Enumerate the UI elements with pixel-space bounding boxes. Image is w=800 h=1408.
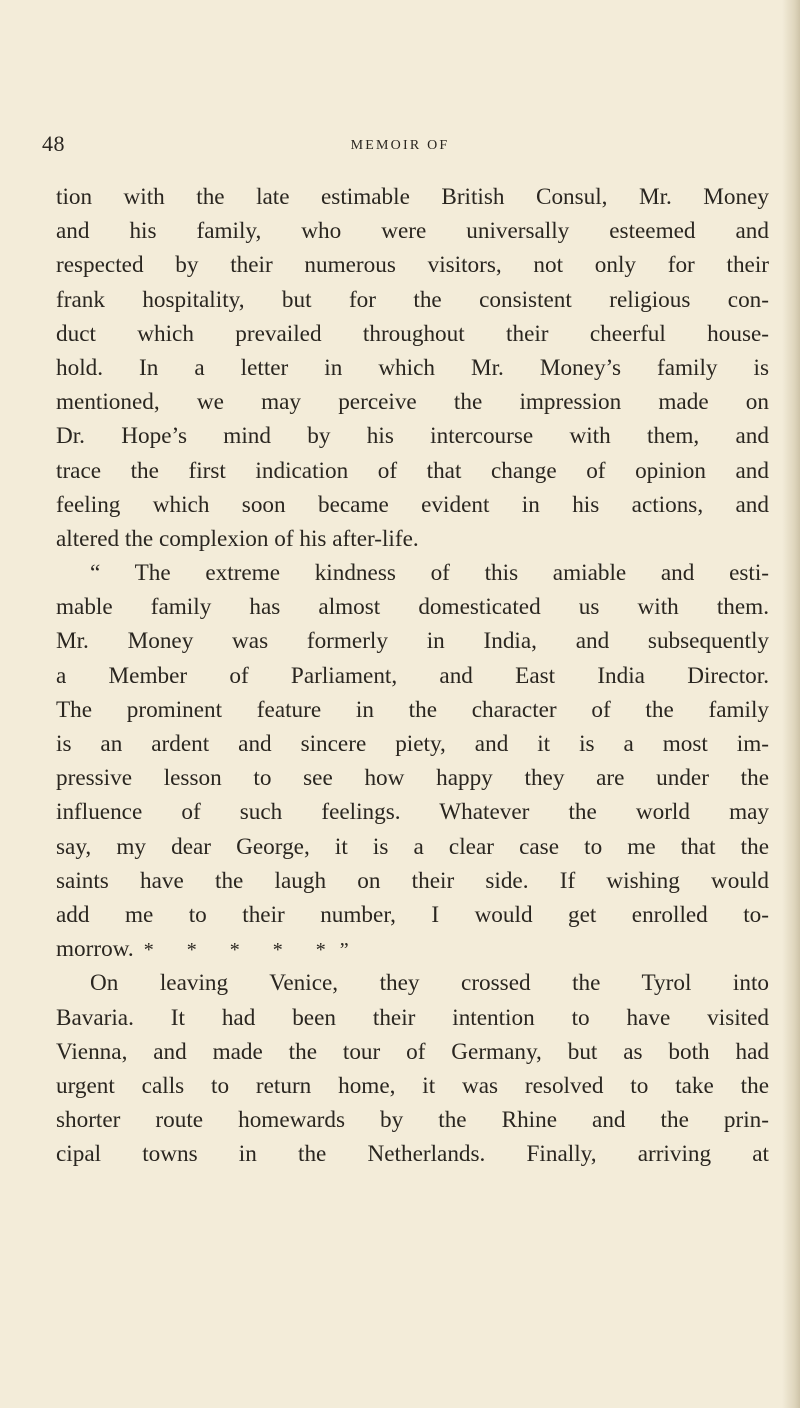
- text-line: Vienna, and made the tour of Germany, but as both had: [56, 1038, 769, 1065]
- text-line: cipal towns in the Netherlands. Finally, arriving at: [56, 1141, 769, 1168]
- text-line: influence of such feelings. Whatever the world may: [56, 799, 769, 826]
- text-line: say, my dear George, it is a clear case to me that the: [56, 833, 769, 860]
- text-line: mentioned, we may perceive the impression made on: [56, 389, 769, 416]
- text-line: hold. In a letter in which Mr. Money’s family is: [56, 354, 769, 381]
- text-line: Dr. Hope’s mind by his intercourse with them, and: [56, 423, 769, 450]
- running-title: MEMOIR OF: [350, 138, 450, 153]
- text-line: The prominent feature in the character of the family: [56, 696, 769, 723]
- text-line: frank hospitality, but for the consistent religious con-: [56, 286, 769, 313]
- text-line: altered the complexion of his after-life.: [56, 525, 419, 552]
- text-line: duct which prevailed throughout their cheerful house-: [56, 320, 769, 347]
- text-line-with-stars: [56, 932, 769, 966]
- body-text: [56, 180, 769, 1171]
- text-line: saints have the laugh on their side. If wishing would: [56, 867, 769, 894]
- asterisks: * * * * *”: [143, 939, 363, 962]
- text-line: is an ardent and sincere piety, and it is a most im-: [56, 731, 769, 757]
- text-line: “ The extreme kindness of this amiable and esti-: [90, 560, 769, 587]
- text-line: urgent calls to return home, it was resolved to take the: [56, 1072, 769, 1099]
- page-edge-shadow: [782, 0, 800, 1408]
- text-line: add me to their number, I would get enrolled to-: [56, 901, 769, 928]
- text-line: and his family, who were universally esteemed and: [56, 218, 769, 245]
- page-number: 48: [42, 131, 65, 156]
- text-line: Bavaria. It had been their intention to have visited: [56, 1004, 769, 1031]
- text-line: Mr. Money was formerly in India, and subsequently: [56, 628, 769, 655]
- text-line: respected by their numerous visitors, not only for their: [56, 252, 769, 279]
- text-line: morrow.: [56, 936, 134, 963]
- text-line: trace the first indication of that change of opinion and: [56, 457, 769, 484]
- text-line: mable family has almost domesticated us with them.: [56, 594, 769, 621]
- text-line: a Member of Parliament, and East India Director.: [56, 662, 769, 689]
- text-line: feeling which soon became evident in his actions, and: [56, 491, 769, 518]
- text-line: tion with the late estimable British Consul, Mr. Money: [56, 184, 769, 210]
- text-line: shorter route homewards by the Rhine and the prin-: [56, 1107, 769, 1134]
- text-line: On leaving Venice, they crossed the Tyrol into: [90, 970, 769, 997]
- text-line: pressive lesson to see how happy they are under the: [56, 765, 769, 792]
